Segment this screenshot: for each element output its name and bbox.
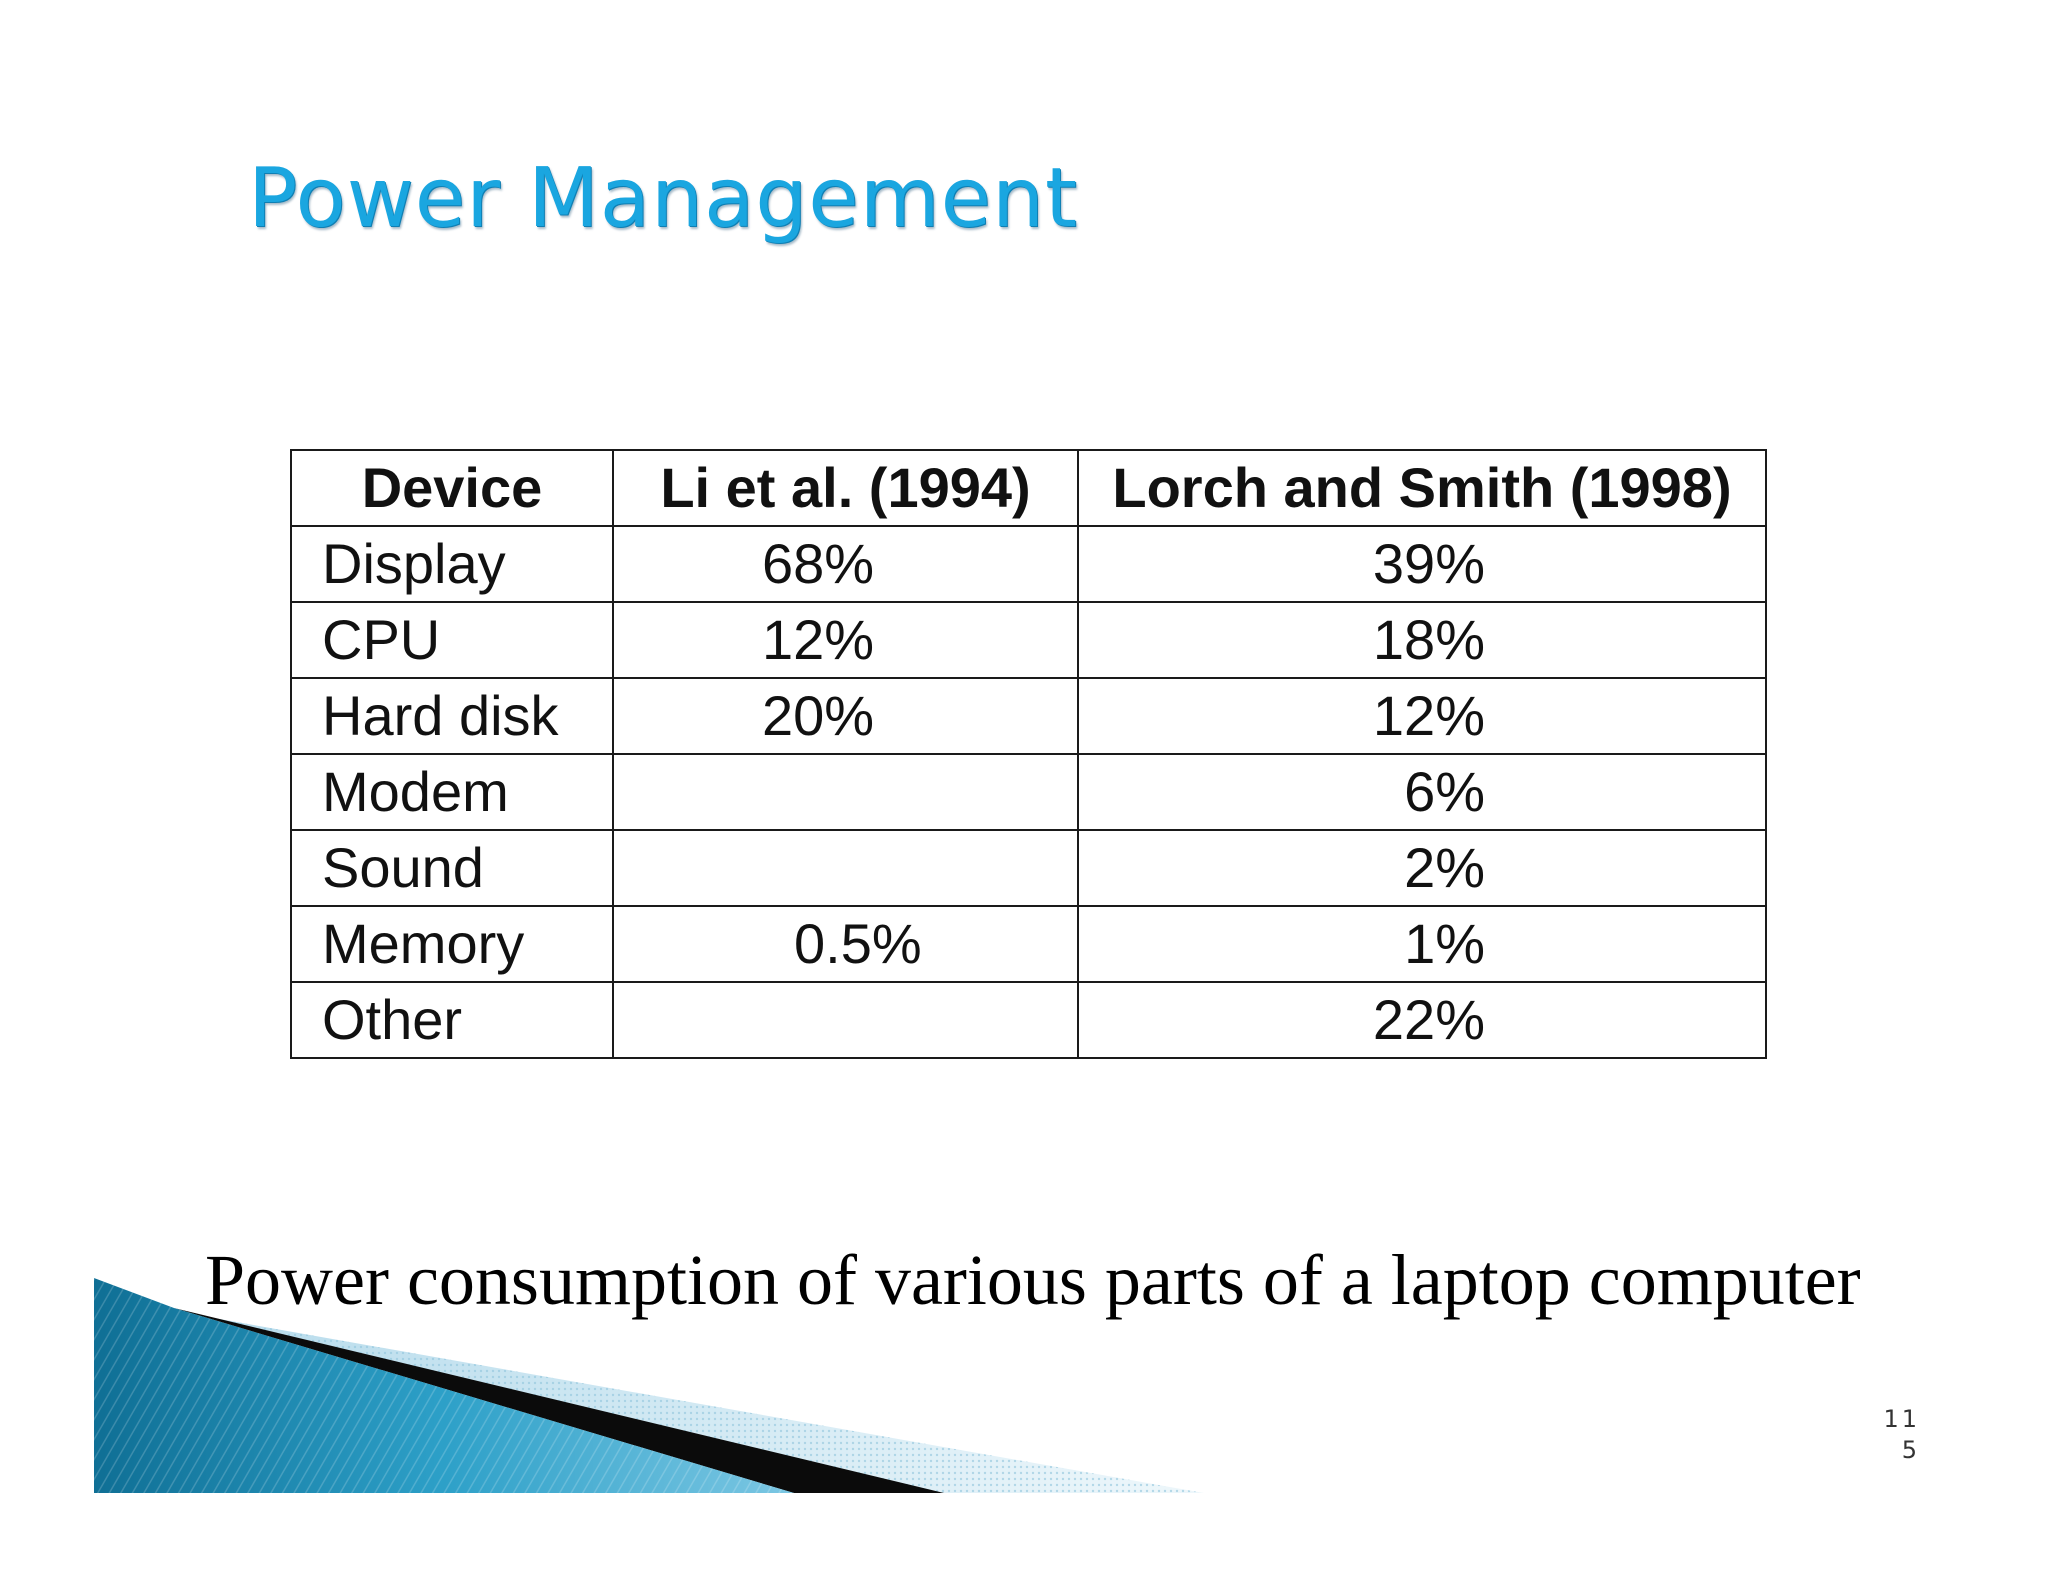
header-device: Device <box>291 450 613 526</box>
device-cell: CPU <box>291 602 613 678</box>
lorch-value-cell: 6% <box>1078 754 1766 830</box>
li-value-cell: 68% <box>613 526 1078 602</box>
device-cell: Display <box>291 526 613 602</box>
table-row <box>291 982 1766 1058</box>
device-cell: Memory <box>291 906 613 982</box>
header-lorch-smith-1998: Lorch and Smith (1998) <box>1078 450 1766 526</box>
lorch-value-cell: 12% <box>1078 678 1766 754</box>
li-value-cell <box>613 982 1078 1058</box>
page-number-line-2: 5 <box>1901 1436 1920 1464</box>
li-value-cell <box>613 754 1078 830</box>
table-row <box>291 678 1766 754</box>
table-row <box>291 906 1766 982</box>
table-caption: Power consumption of various parts of a laptop computer <box>205 1240 1861 1320</box>
li-value-cell: 0.5% <box>613 906 1078 982</box>
device-cell: Other <box>291 982 613 1058</box>
slide-title: Power Management <box>248 151 1079 246</box>
lorch-value-cell: 22% <box>1078 982 1766 1058</box>
table-row <box>291 754 1766 830</box>
page-number-line-1: 11 <box>1883 1405 1920 1433</box>
li-value-cell: 20% <box>613 678 1078 754</box>
table-row <box>291 526 1766 602</box>
header-li-1994: Li et al. (1994) <box>613 450 1078 526</box>
power-consumption-table <box>290 449 1767 1059</box>
page-number <box>1870 1404 1920 1466</box>
device-cell: Hard disk <box>291 678 613 754</box>
lorch-value-cell: 39% <box>1078 526 1766 602</box>
device-cell: Sound <box>291 830 613 906</box>
table-row <box>291 602 1766 678</box>
lorch-value-cell: 2% <box>1078 830 1766 906</box>
li-value-cell <box>613 830 1078 906</box>
device-cell: Modem <box>291 754 613 830</box>
lorch-value-cell: 1% <box>1078 906 1766 982</box>
table-header-row <box>291 450 1766 526</box>
li-value-cell: 12% <box>613 602 1078 678</box>
table-row <box>291 830 1766 906</box>
lorch-value-cell: 18% <box>1078 602 1766 678</box>
